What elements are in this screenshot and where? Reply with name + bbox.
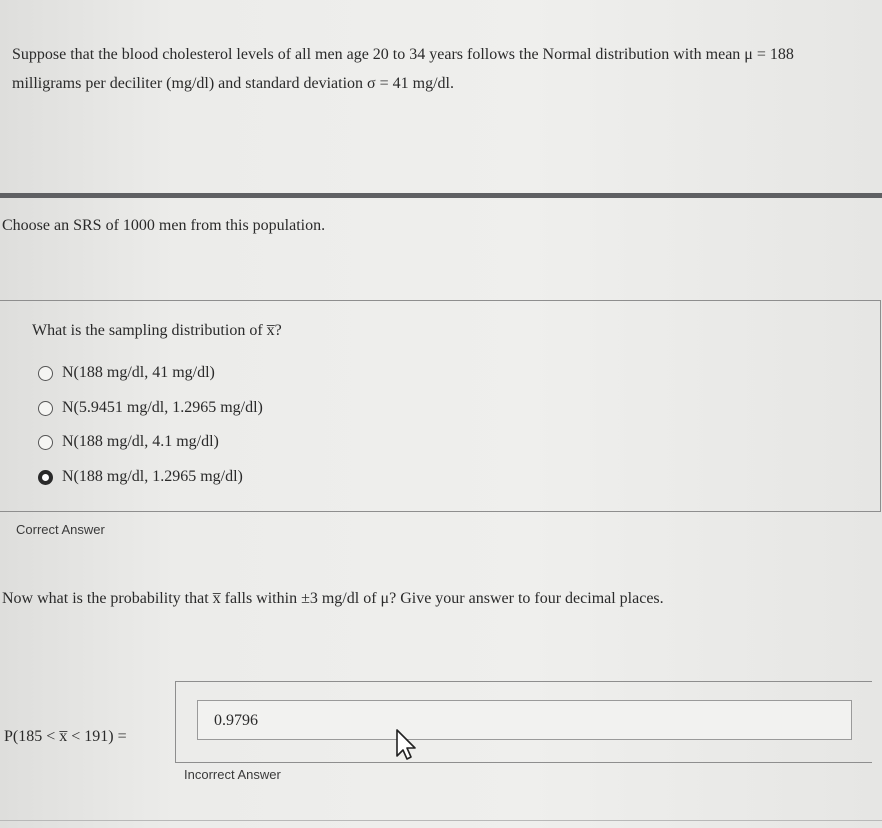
radio-button[interactable] bbox=[38, 366, 53, 381]
probability-expression: P(185 < x̅ < 191) = bbox=[4, 728, 127, 745]
radio-button[interactable] bbox=[38, 401, 53, 416]
radio-button-selected[interactable] bbox=[38, 470, 53, 485]
mouse-pointer-icon bbox=[395, 728, 421, 762]
question-2-prompt: Now what is the probability that x̅ falls within ±3 mg/dl of μ? Give your answer to four decimal places. bbox=[2, 590, 664, 607]
section-divider bbox=[0, 193, 882, 198]
option-3[interactable] bbox=[38, 433, 219, 451]
intro-line-2: milligrams per deciliter (mg/dl) and standard deviation σ = 41 mg/dl. bbox=[12, 75, 454, 92]
option-1-label: N(188 mg/dl, 41 mg/dl) bbox=[62, 364, 215, 381]
answer-input[interactable]: 0.9796 bbox=[197, 700, 852, 740]
option-4[interactable] bbox=[38, 468, 243, 486]
srs-instruction: Choose an SRS of 1000 men from this population. bbox=[2, 217, 326, 234]
option-2-label: N(5.9451 mg/dl, 1.2965 mg/dl) bbox=[62, 399, 263, 416]
question-2-feedback: Incorrect Answer bbox=[184, 767, 281, 782]
intro-line-1: Suppose that the blood cholesterol levels of all men age 20 to 34 years follows the Normal distribution with mean μ = 188 bbox=[12, 46, 794, 63]
option-3-label: N(188 mg/dl, 4.1 mg/dl) bbox=[62, 433, 219, 450]
problem-intro bbox=[12, 40, 872, 98]
option-2[interactable] bbox=[38, 399, 263, 417]
question-1-feedback: Correct Answer bbox=[16, 522, 105, 537]
question-1-prompt: What is the sampling distribution of x̅? bbox=[32, 322, 282, 339]
bottom-divider bbox=[0, 820, 882, 821]
option-4-label: N(188 mg/dl, 1.2965 mg/dl) bbox=[62, 468, 243, 485]
option-1[interactable] bbox=[38, 364, 215, 382]
radio-button[interactable] bbox=[38, 435, 53, 450]
